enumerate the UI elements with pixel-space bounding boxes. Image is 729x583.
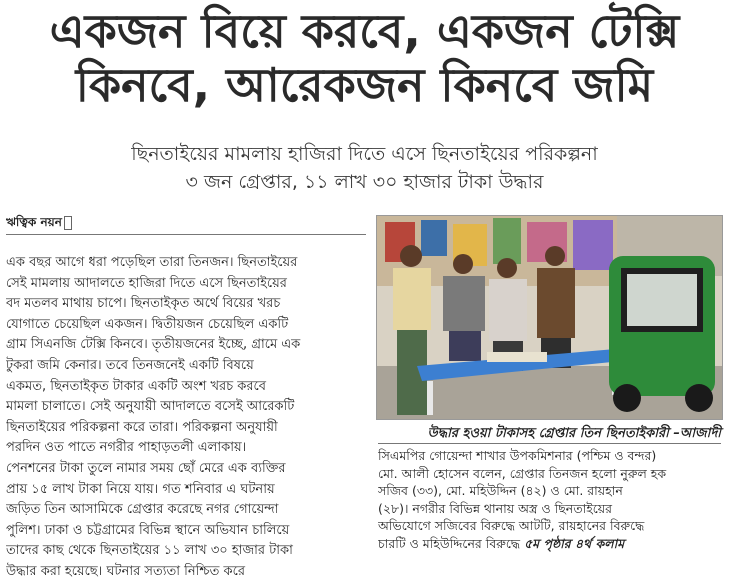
caption-rule — [378, 443, 721, 444]
body-line: পেনশনের টাকা তুলে নামার সময় ছোঁ মেরে এক ব্যক্তির — [6, 460, 286, 476]
body-last-text: চারটি ও মহিউদ্দিনের বিরুদ্ধে — [378, 535, 521, 551]
byline-box-icon — [64, 216, 72, 230]
body-line: পুলিশ। ঢাকা ও চট্টগ্রামের বিভিন্ন স্থানে অভিযান চালিয়ে — [6, 522, 290, 538]
body-line: এক বছর আগে ধরা পড়েছিল তারা তিনজন। ছিনতাইয়ের — [6, 255, 298, 270]
body-line: সজিব (৩৩), মো. মহিউদ্দিন (৪২) ও মো. রায়হান — [378, 483, 623, 499]
body-line: গ্রাম সিএনজি টেক্সি কিনবে। তৃতীয়জনের ইচ্ছে, গ্রামে এক — [6, 337, 301, 353]
subheadline — [0, 140, 729, 196]
body-line-last — [378, 535, 723, 553]
byline-name: ঋত্বিক নয়ন — [6, 215, 62, 229]
body-line: বদ মতলব মাথায় চাপে। ছিনতাইকৃত অর্থে বিয়ের খরচ — [6, 296, 281, 312]
headline — [0, 4, 729, 112]
article-body-left — [6, 253, 366, 583]
body-line: ছিনতাইয়ের পরিকল্পনা করে তারা। পরিকল্পনা অনুযায়ী — [6, 419, 278, 435]
subheadline-line-2: ৩ জন গ্রেপ্তার, ১১ লাখ ৩০ হাজার টাকা উদ্ধার — [185, 171, 544, 193]
body-line: সেই মামলায় আদালতে হাজিরা দিতে এসে ছিনতাইয়ের — [6, 275, 287, 291]
body-line: জড়িত তিন আসামিকে গ্রেপ্তার করেছে নগর গোয়েন্দা — [6, 502, 279, 518]
body-line: (২৮)। নগরীর বিভিন্ন থানায় অস্ত্র ও ছিনতাইয়ের — [378, 500, 613, 516]
byline-rule — [6, 234, 366, 235]
body-line: পরদিন ওত পাতে নগরীর পাহাড়তলী এলাকায়। — [6, 440, 247, 456]
body-line: সিএমপির গোয়েন্দা শাখার উপকমিশনার (পশ্চিম ও বন্দর) — [378, 448, 657, 463]
body-line: তাদের কাছ থেকে ছিনতাইয়ের ১১ লাখ ৩০ হাজার টাকা — [6, 543, 293, 559]
body-line: প্রায় ১৫ লাখ টাকা নিয়ে যায়। গত শনিবার এ ঘটনায় — [6, 481, 275, 497]
headline-line-1: একজন বিয়ে করবে, একজন টেক্সি — [49, 4, 680, 58]
body-line: মো. আলী হোসেন বলেন, গ্রেপ্তার তিনজন হলো নুরুল হক — [378, 465, 667, 481]
article-body-right — [378, 447, 723, 553]
body-line: অভিযোগে সজিবের বিরুদ্ধে আটটি, রায়হানের বিরুদ্ধে — [378, 518, 645, 534]
headline-line-2: কিনবে, আরেকজন কিনবে জমি — [75, 58, 654, 112]
news-photo — [376, 215, 723, 420]
byline — [6, 214, 72, 234]
continued-link[interactable]: ৫ম পৃষ্ঠার ৪র্থ কলাম — [524, 535, 625, 551]
photo-caption: উদ্ধার হওয়া টাকাসহ গ্রেপ্তার তিন ছিনতাইকারী –আজাদী — [427, 426, 721, 441]
subheadline-line-1: ছিনতাইয়ের মামলায় হাজিরা দিতে এসে ছিনতাইয়ের পরিকল্পনা — [131, 143, 598, 165]
news-photo-illustration — [377, 216, 722, 419]
body-line: একমত, ছিনতাইকৃত টাকার একটি অংশ খরচ করবে — [6, 378, 266, 394]
body-line: টুকরা জমি কেনার। তবে তিনজনেই একটি বিষয়ে — [6, 357, 254, 373]
body-line: যোগাতে চেয়েছিল একজন। দ্বিতীয়জন চেয়েছিল একটি — [6, 316, 289, 332]
body-line: উদ্ধার করা হয়েছে। ঘটনার সত্যতা নিশ্চিত করে — [6, 563, 246, 579]
body-line: মামলা চালাতে। সেই অনুযায়ী আদালতে বসেই আরেকটি — [6, 399, 295, 415]
